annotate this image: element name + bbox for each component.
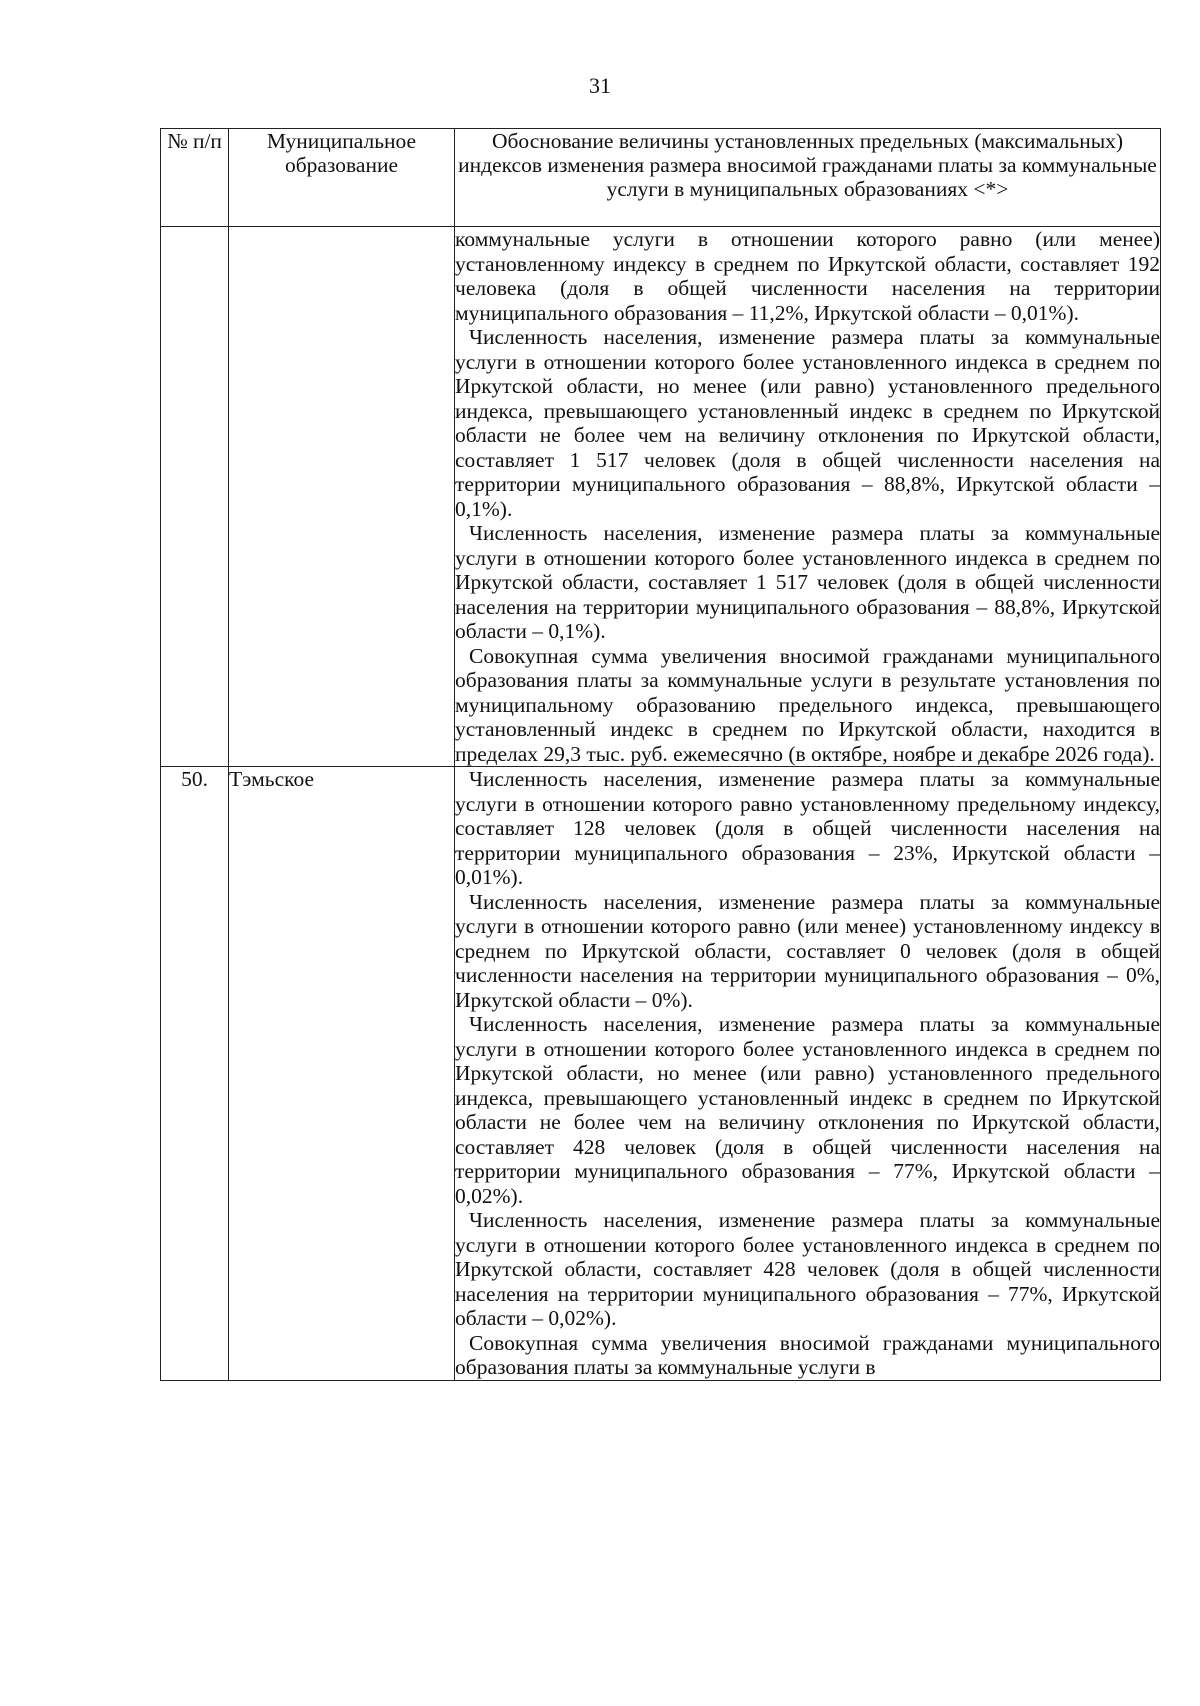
- row-number: 50.: [161, 767, 229, 1381]
- paragraph: Численность населения, изменение размера платы за коммунальные услуги в отношении которого более установленного индекса в среднем по Иркутской области, составляет 1 517 человек (доля в общей численности населения на территории муниципального образования – 88,8%, Иркутской области – 0,1%).: [455, 521, 1160, 643]
- row-number: [161, 227, 229, 767]
- table-row: [161, 227, 1161, 767]
- paragraph: Численность населения, изменение размера платы за коммунальные услуги в отношении которого более установленного индекса в среднем по Иркутской области, составляет 428 человек (доля в общей численности населения на территории муниципального образования – 77%, Иркутской области – 0,02%).: [455, 1208, 1160, 1330]
- paragraph: Численность населения, изменение размера платы за коммунальные услуги в отношении которого более установленного индекса в среднем по Иркутской области, но менее (или равно) установленного предельного индекса, превышающего установленный индекс в среднем по Иркутской области не более чем на величину отклонения по Иркутской области, составляет 428 человек (доля в общей численности населения на территории муниципального образования – 77%, Иркутской области – 0,02%).: [455, 1012, 1160, 1208]
- page-number: 31: [589, 73, 611, 98]
- table-row: [161, 767, 1161, 1381]
- row-municipality: Тэмьское: [229, 767, 455, 1381]
- justification-table: [160, 128, 1161, 1381]
- paragraph: Численность населения, изменение размера платы за коммунальные услуги в отношении которого более установленного индекса в среднем по Иркутской области, но менее (или равно) установленного предельного индекса, превышающего установленный индекс в среднем по Иркутской области не более чем на величину отклонения по Иркутской области, составляет 1 517 человек (доля в общей численности населения на территории муниципального образования – 88,8%, Иркутской области – 0,1%).: [455, 325, 1160, 521]
- paragraph: Численность населения, изменение размера платы за коммунальные услуги в отношении которого равно установленному предельному индексу, составляет 128 человек (доля в общей численности населения на территории муниципального образования – 23%, Иркутской области – 0,01%).: [455, 767, 1160, 889]
- header-municipality: Муниципальное образование: [229, 129, 455, 227]
- row-municipality: [229, 227, 455, 767]
- paragraph: Совокупная сумма увеличения вносимой гражданами муниципального образования платы за коммунальные услуги в: [455, 1330, 1160, 1379]
- paragraph: Численность населения, изменение размера платы за коммунальные услуги в отношении которого равно (или менее) установленному индексу в среднем по Иркутской области, составляет 0 человек (доля в общей численности населения на территории муниципального образования – 0%, Иркутской области – 0%).: [455, 889, 1160, 1012]
- paragraph: Совокупная сумма увеличения вносимой гражданами муниципального образования платы за коммунальные услуги в результате установления по муниципальному образованию предельного индекса, превышающего установленный индекс в среднем по Иркутской области, находится в пределах 29,3 тыс. руб. ежемесячно (в октябре, ноябре и декабре 2026 года).: [455, 643, 1160, 766]
- table-header: [161, 129, 1161, 227]
- row-justification: [455, 767, 1161, 1381]
- row-justification: [455, 227, 1161, 767]
- paragraph: коммунальные услуги в отношении которого равно (или менее) установленному индексу в среднем по Иркутской области, составляет 192 человека (доля в общей численности населения на территории муниципального образования – 11,2%, Иркутской области – 0,01%).: [455, 227, 1160, 325]
- header-number: № п/п: [161, 129, 229, 227]
- header-justification: Обоснование величины установленных предельных (максимальных) индексов изменения размера вносимой гражданами платы за коммунальные услуги в муниципальных образованиях <*>: [455, 129, 1161, 227]
